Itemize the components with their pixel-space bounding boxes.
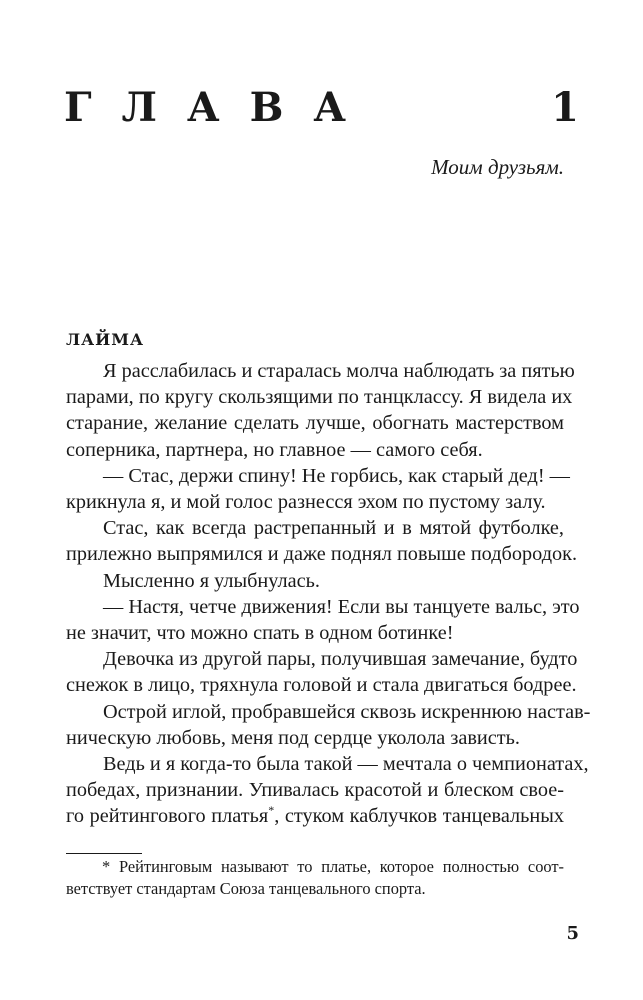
footnote-line: * Рейтинговым называют то платье, которое полностью соот- xyxy=(102,857,564,876)
text-line: снежок в лицо, тряхнула головой и стала двигаться бодрее. xyxy=(66,674,577,697)
text-line: победах, признании. Упивалась красотой и блеском свое- xyxy=(66,779,564,802)
footnote-divider xyxy=(66,853,142,854)
text-fragment: , стуком каблучков танцевальных xyxy=(274,805,564,828)
footnote xyxy=(66,856,564,900)
text-line: Стас, как всегда растрепанный и в мятой футболке, xyxy=(103,517,564,540)
section-heading: ЛАЙМА xyxy=(66,330,145,349)
text-line: старание, желание сделать лучше, обогнать мастерством xyxy=(66,412,564,435)
body-text xyxy=(66,358,591,830)
page-number: 5 xyxy=(566,923,579,944)
text-line: ническую любовь, меня под сердце уколола зависть. xyxy=(66,726,520,749)
text-fragment: го рейтингового платья xyxy=(66,805,269,828)
text-line: Девочка из другой пары, получившая замечание, будто xyxy=(103,648,578,671)
text-line: Я расслабилась и старалась молча наблюдать за пятью xyxy=(103,360,575,382)
text-line: не значит, что можно спать в одном ботинке! xyxy=(66,622,454,645)
text-line xyxy=(66,803,564,829)
footnote-line: ветствует стандартам Союза танцевального спорта. xyxy=(66,879,426,898)
chapter-number: 1 xyxy=(551,84,579,131)
text-line: Мысленно я улыбнулась. xyxy=(103,569,320,592)
text-line: — Настя, четче движения! Если вы танцуете вальс, это xyxy=(103,595,580,618)
dedication: Моим друзьям. xyxy=(431,155,564,179)
text-line: соперника, партнера, но главное — самого себя. xyxy=(66,438,483,461)
text-line: крикнула я, и мой голос разнесся эхом по пустому залу. xyxy=(66,491,546,514)
chapter-title: ГЛАВА xyxy=(64,84,376,131)
text-line: парами, по кругу скользящими по танцклассу. Я видела их xyxy=(66,386,573,409)
text-line: — Стас, держи спину! Не горбись, как старый дед! — xyxy=(103,464,570,487)
text-line: Острой иглой, пробравшейся сквозь искреннюю настав- xyxy=(103,700,591,723)
text-line: прилежно выпрямился и даже поднял повыше подбородок. xyxy=(66,543,578,566)
text-line: Ведь и я когда-то была такой — мечтала о чемпионатах, xyxy=(103,753,589,776)
footnote-marker: * xyxy=(268,803,275,818)
